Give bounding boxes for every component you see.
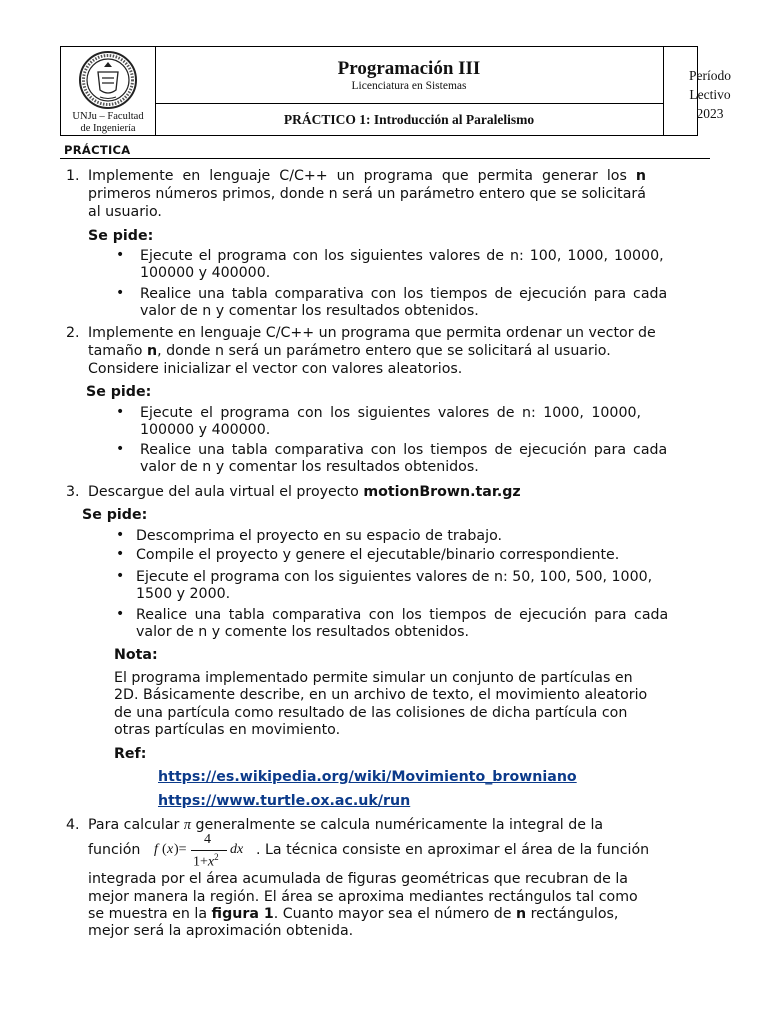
q4-number: 4. — [66, 817, 80, 833]
q4-line2a: función — [88, 842, 141, 858]
q3-filename: motionBrown.tar.gz — [363, 484, 521, 500]
bullet-icon: • — [116, 568, 125, 584]
bullet-icon: • — [116, 285, 125, 301]
q1-b1-line1: Ejecute el programa con los siguientes valores de n: 100, 1000, 10000, — [140, 248, 664, 264]
q3-link-wikipedia-wrap — [158, 768, 577, 786]
q2-line2c: , donde n será un parámetro entero que se solicitará al usuario. — [157, 343, 611, 359]
q4-line1a: Para calcular — [88, 817, 184, 833]
period-cell — [663, 47, 756, 135]
q2-b1-line1: Ejecute el programa con los siguientes valores de n: 1000, 10000, — [140, 405, 642, 421]
bullet-icon: • — [116, 546, 125, 562]
q2-b1-line2: 100000 y 400000. — [140, 422, 271, 438]
q2-line1: Implemente en lenguaje C/C++ un programa que permita ordenar un vector de — [88, 325, 656, 341]
q3-line1 — [88, 483, 521, 501]
q1-line2: primeros números primos, donde n será un parámetro entero que se solicitará — [88, 186, 646, 202]
q3-nota-line2: 2D. Básicamente describe, en un archivo de texto, el movimiento aleatorio — [114, 687, 648, 703]
university-seal-icon — [78, 50, 138, 110]
q1-line1-text: Implemente en lenguaje C/C++ un programa que permita generar los — [88, 168, 636, 184]
period-line2: Lectivo — [689, 87, 731, 102]
faculty-caption-line1: UNJu – Facultad — [72, 111, 144, 122]
q1-b2-line1: Realice una tabla comparativa con los tiempos de ejecución para cada — [140, 286, 668, 302]
bullet-icon: • — [116, 404, 125, 420]
q4-line1b: generalmente se calcula numéricamente la integral de la — [190, 817, 604, 833]
q1-line1 — [88, 167, 646, 185]
practico-title: PRÁCTICO 1: Introducción al Paralelismo — [283, 112, 535, 127]
q3-b3-line2: 1500 y 2000. — [136, 586, 231, 602]
q2-line2a: tamaño — [88, 343, 147, 359]
q4-line6: mejor será la aproximación obtenida. — [88, 923, 354, 939]
q3-b4-line2: valor de n y comente los resultados obtenidos. — [136, 624, 469, 640]
q2-line2-n: n — [146, 343, 158, 359]
link-turtle-run[interactable]: https://www.turtle.ox.ac.uk/run — [158, 793, 411, 809]
period-year: 2023 — [696, 106, 724, 121]
q3-line1-text: Descargue del aula virtual el proyecto — [88, 484, 364, 500]
bullet-icon: • — [116, 247, 125, 263]
q3-b3-line1: Ejecute el programa con los siguientes valores de n: 50, 100, 500, 1000, — [136, 569, 653, 585]
q3-nota-line1: El programa implementado permite simular un conjunto de partículas en — [114, 670, 633, 686]
q3-link-turtle-wrap — [158, 792, 410, 810]
q3-nota-line4: otras partículas en movimiento. — [114, 722, 341, 738]
course-subtitle: Licenciatura en Sistemas — [351, 80, 467, 92]
q3-b4-line1: Realice una tabla comparativa con los tiempos de ejecución para cada — [136, 607, 669, 623]
section-divider — [60, 158, 710, 159]
q2-number: 2. — [66, 325, 80, 341]
bullet-icon: • — [116, 527, 125, 543]
q4-line2b: . La técnica consiste en aproximar el área de la función — [256, 842, 650, 858]
q1-se-pide: Se pide: — [88, 228, 154, 244]
q4-line4: mejor manera la región. El área se aproxima mediantes rectángulos tal como — [88, 889, 638, 905]
course-title: Programación III — [337, 58, 481, 79]
q4-line3: integrada por el área acumulada de figuras geométricas que recubran de la — [88, 871, 628, 887]
q2-b2-line1: Realice una tabla comparativa con los tiempos de ejecución para cada — [140, 442, 668, 458]
q3-number: 3. — [66, 484, 80, 500]
q3-ref-label: Ref: — [114, 746, 147, 762]
q1-number: 1. — [66, 168, 80, 184]
faculty-caption-line2: de Ingeniería — [80, 123, 136, 134]
q1-line1-n: n — [635, 168, 646, 184]
integral-formula: f ( x )= 4 $1+x^2$ dx — [154, 832, 244, 870]
faculty-caption — [61, 111, 155, 135]
q1-b2-line2: valor de n y comentar los resultados obtenidos. — [140, 303, 479, 319]
q1-line3: al usuario. — [88, 204, 162, 220]
pi-symbol: π — [183, 817, 191, 833]
q4-line5e: rectángulos, — [526, 906, 619, 922]
university-logo-cell — [61, 47, 156, 135]
bullet-icon: • — [116, 441, 125, 457]
q2-line2 — [88, 342, 611, 360]
course-title-cell — [155, 47, 663, 104]
q4-line5 — [88, 905, 618, 923]
q1-b1-line2: 100000 y 400000. — [140, 265, 271, 281]
link-wikipedia-movimiento-browniano[interactable]: https://es.wikipedia.org/wiki/Movimiento_browniano — [158, 769, 577, 785]
q4-figura-ref: figura 1 — [211, 906, 274, 922]
period-line1: Período — [689, 68, 731, 83]
q2-se-pide: Se pide: — [86, 384, 152, 400]
q4-line5c: . Cuanto mayor sea el número de — [273, 906, 516, 922]
period-text — [664, 66, 756, 123]
q3-b2: Compile el proyecto y genere el ejecutable/binario correspondiente. — [136, 547, 620, 563]
bullet-icon: • — [116, 606, 125, 622]
q3-nota-line3: de una partícula como resultado de las colisiones de dicha partícula con — [114, 705, 628, 721]
section-label: PRÁCTICA — [64, 143, 131, 157]
q4-line5a: se muestra en la — [88, 906, 212, 922]
q3-nota-label: Nota: — [114, 647, 158, 663]
q2-line3: Considere inicializar el vector con valores aleatorios. — [88, 361, 463, 377]
q2-b2-line2: valor de n y comentar los resultados obtenidos. — [140, 459, 479, 475]
q4-line5-n: n — [516, 906, 527, 922]
practico-title-cell — [155, 104, 663, 135]
document-header — [60, 46, 731, 136]
q3-se-pide: Se pide: — [82, 507, 148, 523]
q3-b1: Descomprima el proyecto en su espacio de trabajo. — [136, 528, 503, 544]
header-center — [155, 47, 675, 135]
